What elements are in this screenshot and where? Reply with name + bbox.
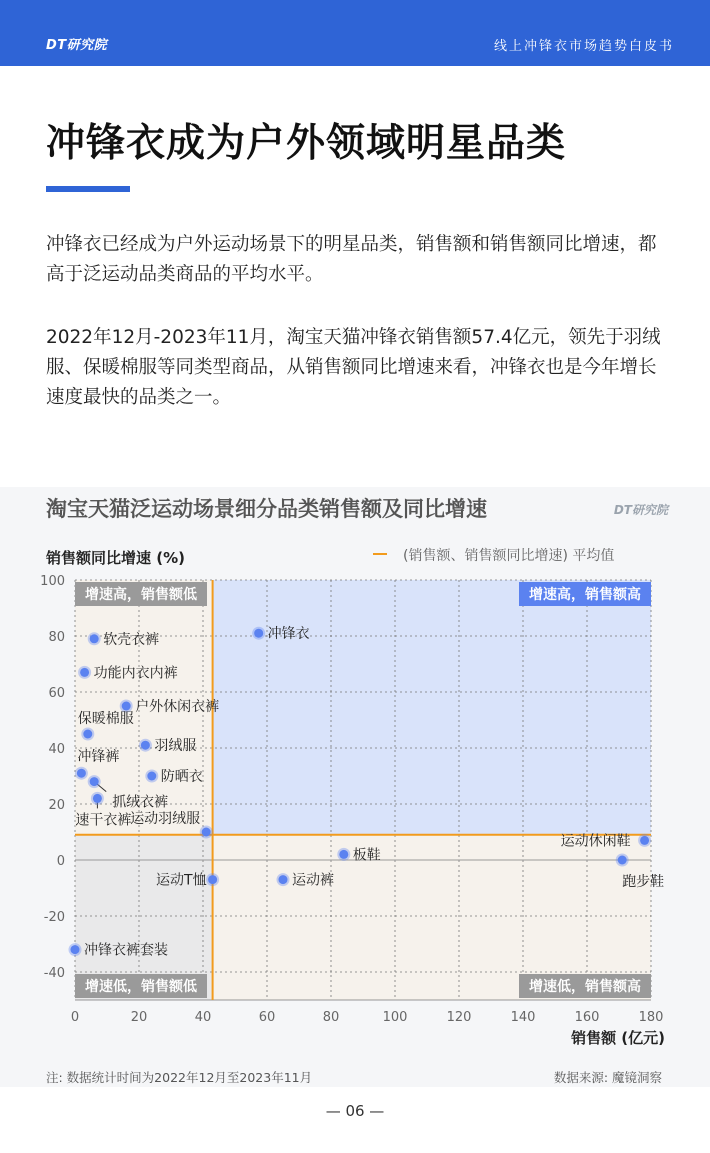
x-tick-label: 160 xyxy=(574,1010,600,1025)
x-axis-title: 销售额 (亿元) xyxy=(571,1029,665,1047)
page-number: — 06 — xyxy=(325,1102,385,1120)
detail-paragraph: 2022年12月-2023年11月，淘宝天猫冲锋衣销售额57.4亿元，领先于羽绒服、保暖棉服等同类型商品，从销售额同比增速来看，冲锋衣也是今年增长速度最快的品类之一。 xyxy=(46,327,661,408)
data-source: 数据来源: 魔镜洞察 xyxy=(553,1070,662,1085)
point-label: 冲锋裤 xyxy=(77,749,120,766)
data-point xyxy=(71,945,80,954)
y-tick-label: -40 xyxy=(43,966,65,981)
data-point xyxy=(93,794,102,803)
y-tick-label: 20 xyxy=(48,798,65,813)
quadrant-label-top-right: 增速高，销售额高 xyxy=(529,587,641,603)
data-point xyxy=(208,875,217,884)
data-point xyxy=(141,741,150,750)
point-label: 户外休闲衣裤 xyxy=(135,699,220,715)
data-point xyxy=(279,875,288,884)
page-headline: 冲锋衣成为户外领域明星品类 xyxy=(46,121,567,166)
point-label: 抓绒衣裤 xyxy=(112,794,169,811)
chart-brand-mark: DT研究院 xyxy=(613,503,668,517)
point-label: 冲锋衣 xyxy=(267,626,310,643)
point-label: 羽绒服 xyxy=(154,738,197,755)
point-label: 运动休闲鞋 xyxy=(560,833,631,850)
data-point xyxy=(80,668,89,677)
point-label: 运动裤 xyxy=(292,872,334,889)
point-label: 运动T恤 xyxy=(156,872,207,889)
point-label: 速干衣裤 xyxy=(75,812,132,829)
y-axis-title: 销售额同比增速 (%) xyxy=(46,549,185,567)
intro-paragraph: 冲锋衣已经成为户外运动场景下的明星品类，销售额和销售额同比增速，都高于泛运动品类商品的平均水平。 xyxy=(46,234,657,285)
chart-footnote: 注: 数据统计时间为2022年12月至2023年11月 xyxy=(46,1070,313,1085)
point-label: 跑步鞋 xyxy=(622,874,665,890)
x-tick-label: 140 xyxy=(510,1010,536,1025)
quadrant-label-bottom-left: 增速低，销售额低 xyxy=(85,979,197,995)
x-tick-label: 20 xyxy=(130,1010,148,1025)
y-tick-label: 100 xyxy=(40,574,65,589)
y-tick-label: 40 xyxy=(48,742,65,757)
data-point xyxy=(254,629,263,638)
data-point xyxy=(90,777,99,786)
point-label: 运动羽绒服 xyxy=(130,811,201,827)
data-point xyxy=(90,634,99,643)
x-tick-label: 100 xyxy=(382,1010,408,1025)
y-tick-label: 60 xyxy=(48,686,65,701)
x-tick-label: 180 xyxy=(638,1010,664,1025)
x-tick-label: 60 xyxy=(258,1010,276,1025)
point-label: 冲锋衣裤套装 xyxy=(84,942,168,959)
x-tick-label: 120 xyxy=(446,1010,472,1025)
data-point xyxy=(202,828,211,837)
point-label: 软壳衣裤 xyxy=(103,631,160,648)
data-point xyxy=(618,856,627,865)
chart-title: 淘宝天猫泛运动场景细分品类销售额及同比增速 xyxy=(46,497,487,521)
data-point xyxy=(122,702,131,711)
x-tick-label: 0 xyxy=(70,1010,80,1025)
y-tick-label: -20 xyxy=(43,910,65,925)
point-label: 保暖棉服 xyxy=(77,711,134,727)
brand-logo: DT研究院 xyxy=(46,38,108,53)
quadrant-label-top-left: 增速高，销售额低 xyxy=(85,587,197,603)
data-point xyxy=(147,772,156,781)
point-label: 防晒衣 xyxy=(160,769,203,785)
legend-label: (销售额、销售额同比增速) 平均值 xyxy=(403,548,615,564)
data-point xyxy=(339,850,348,859)
data-point xyxy=(83,730,92,739)
point-label: 功能内衣内裤 xyxy=(93,665,178,682)
quadrant-top-right xyxy=(213,580,651,835)
document-title: 线上冲锋衣市场趋势白皮书 xyxy=(493,39,674,54)
x-tick-label: 40 xyxy=(194,1010,212,1025)
y-tick-label: 0 xyxy=(56,854,65,869)
x-tick-label: 80 xyxy=(322,1010,340,1025)
quadrant-label-bottom-right: 增速低，销售额高 xyxy=(529,979,641,995)
point-label: 板鞋 xyxy=(352,847,381,864)
data-point xyxy=(77,769,86,778)
y-tick-label: 80 xyxy=(48,630,65,645)
data-point xyxy=(640,836,649,845)
